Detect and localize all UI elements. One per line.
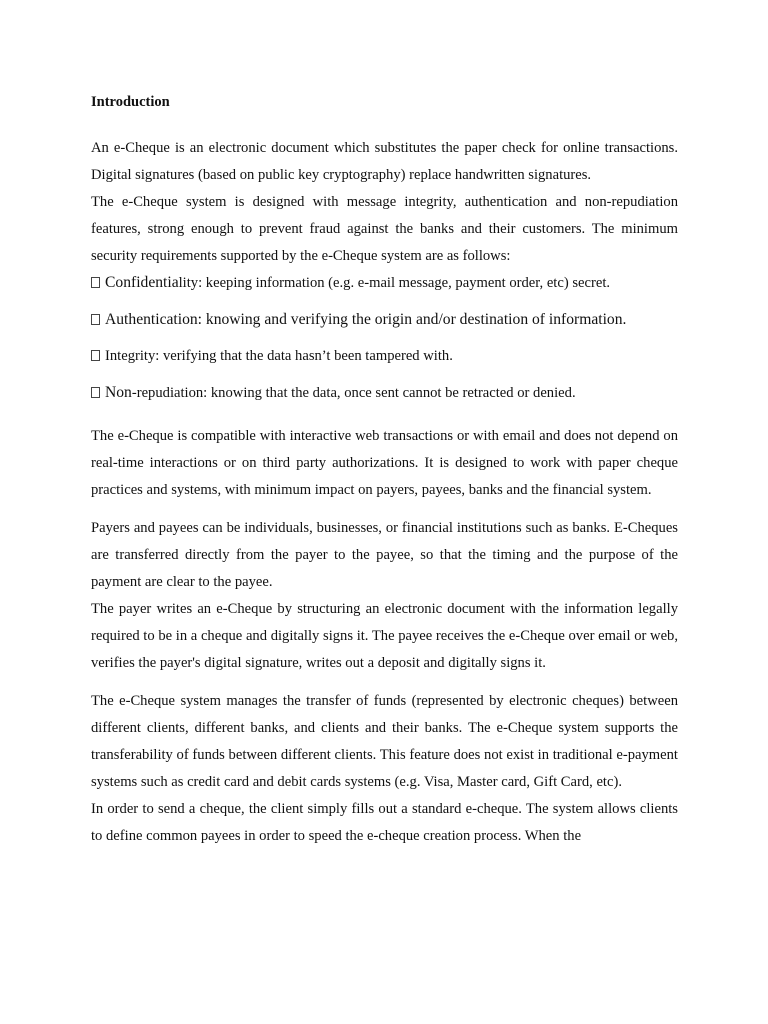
bullet-glyph-icon bbox=[91, 350, 100, 361]
list-item-text: -repudiation: knowing that the data, once sent cannot be retracted or denied. bbox=[131, 384, 576, 401]
intro-paragraph: An e-Cheque is an electronic document which substitutes the paper check for online transactions. Digital signatures (based on public key cryptography) replace handwritten signatures. bbox=[91, 140, 678, 183]
bullet-glyph-icon bbox=[91, 387, 100, 398]
send-paragraph: In order to send a cheque, the client simply fills out a standard e-cheque. The system allows clients to define common payees in order to speed the e-cheque creation process. When the bbox=[91, 800, 678, 844]
system-paragraph: The e-Cheque system is designed with message integrity, authentication and non-repudiation features, strong enough to prevent fraud against the banks and their customers. The minimum security requirements supported by the e-Cheque system are as follows: bbox=[91, 194, 678, 264]
list-item-lead: Authentication: knowing and verifying the origin and/or destination of information. bbox=[105, 310, 627, 328]
payer-writes-paragraph: The payer writes an e-Cheque by structuring an electronic document with the information legally required to be in a cheque and digitally signs it. The payee receives the e-Cheque over email or web, verifies the payer's digital signature, writes out a deposit and digitally signs it. bbox=[91, 600, 678, 671]
document-body bbox=[91, 92, 678, 850]
payers-paragraph: Payers and payees can be individuals, businesses, or financial institutions such as banks. E-Cheques are transferred directly from the payer to the payee, so that the timing and the purpose of the payment are clear to the payee. bbox=[91, 519, 678, 590]
list-item-text: lity: keeping information (e.g. e-mail message, payment order, etc) secret. bbox=[178, 275, 611, 291]
list-item bbox=[91, 383, 678, 403]
bullet-glyph-icon bbox=[91, 277, 100, 288]
section-heading: Introduction bbox=[91, 94, 170, 110]
requirements-list bbox=[91, 273, 678, 403]
list-item bbox=[91, 346, 678, 366]
list-item-lead: Confidentia bbox=[105, 274, 179, 291]
bullet-glyph-icon bbox=[91, 314, 100, 325]
list-item bbox=[91, 273, 678, 293]
list-item-text: Integrity: verifying that the data hasn’t been tampered with. bbox=[105, 348, 453, 364]
compatibility-paragraph: The e-Cheque is compatible with interactive web transactions or with email and does not depend on real-time interactions or on third party authorizations. It is designed to work with paper cheque practices and systems, with minimum impact on payers, payees, banks and the financial system. bbox=[91, 427, 678, 498]
list-item bbox=[91, 310, 678, 330]
transfer-paragraph: The e-Cheque system manages the transfer of funds (represented by electronic cheques) between different clients, different banks, and clients and their banks. The e-Cheque system supports the transferability of funds between different clients. This feature does not exist in traditional e-payment systems such as credit card and debit cards systems (e.g. Visa, Master card, Gift Card, etc). bbox=[91, 692, 678, 790]
list-item-lead: Non bbox=[105, 383, 132, 401]
